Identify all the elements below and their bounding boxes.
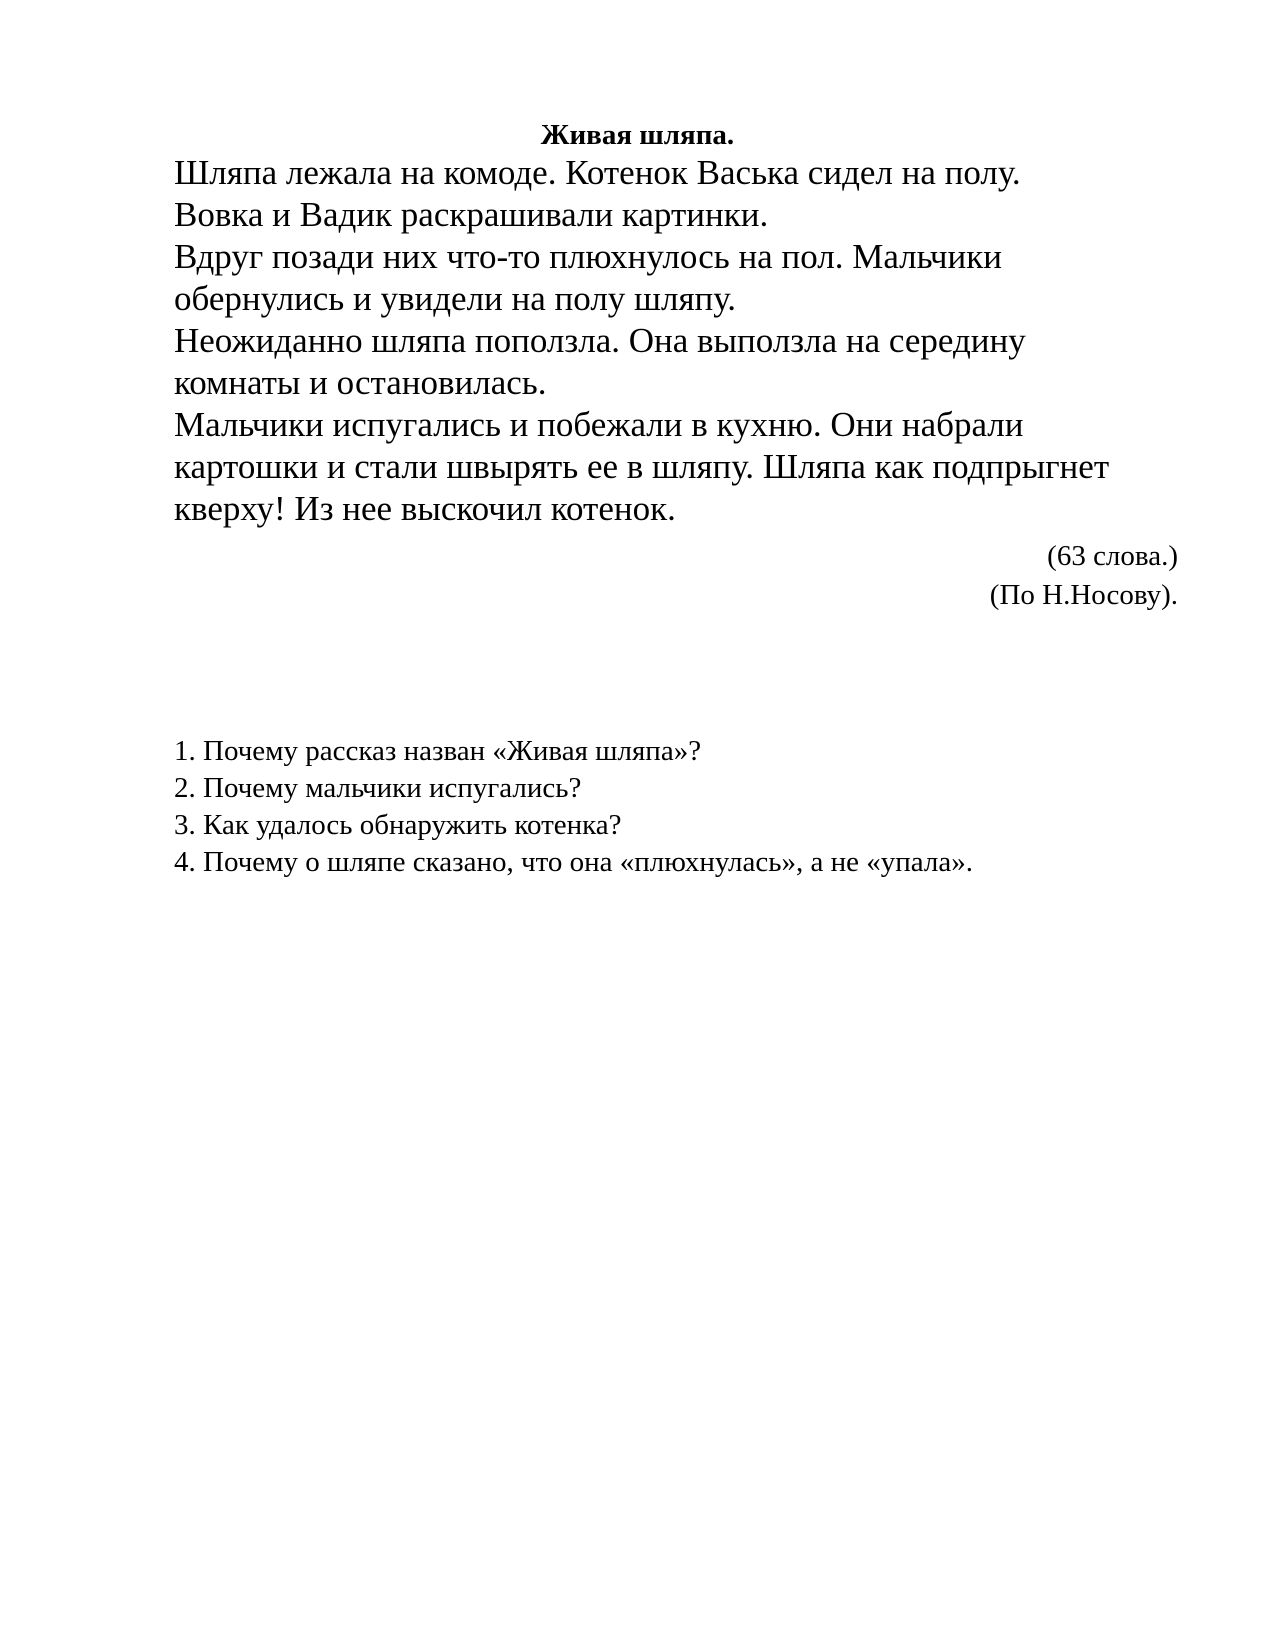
word-count: (63 слова.) [1047,540,1178,572]
story-line-4: обернулись и увидели на полу шляпу. [174,279,737,318]
story-line-3: Вдруг позади них что-то плюхнулось на пол. Мальчики [174,237,1002,276]
story-text [174,152,1174,530]
story-title: Живая шляпа. [540,119,735,151]
story-line-8: картошки и стали швырять ее в шляпу. Шляпа как подпрыгнет [174,447,1110,486]
question-2: 2. Почему мальчики испугались? [174,772,582,804]
story-line-7: Мальчики испугались и побежали в кухню. Они набрали [174,405,1024,444]
story-line-6: комнаты и остановилась. [174,363,547,402]
question-1: 1. Почему рассказ назван «Живая шляпа»? [174,735,702,767]
questions-list [174,733,1174,881]
story-line-1: Шляпа лежала на комоде. Котенок Васька сидел на полу. [174,153,1021,192]
story-signature [990,537,1178,615]
question-4: 4. Почему о шляпе сказано, что она «плюхнулась», а не «упала». [174,846,974,878]
attribution: (По Н.Носову). [989,579,1178,611]
question-3: 3. Как удалось обнаружить котенка? [174,809,622,841]
story-line-2: Вовка и Вадик раскрашивали картинки. [174,195,769,234]
story-line-5: Неожиданно шляпа поползла. Она выползла на середину [174,321,1026,360]
story-line-9: кверху! Из нее выскочил котенок. [174,489,676,528]
